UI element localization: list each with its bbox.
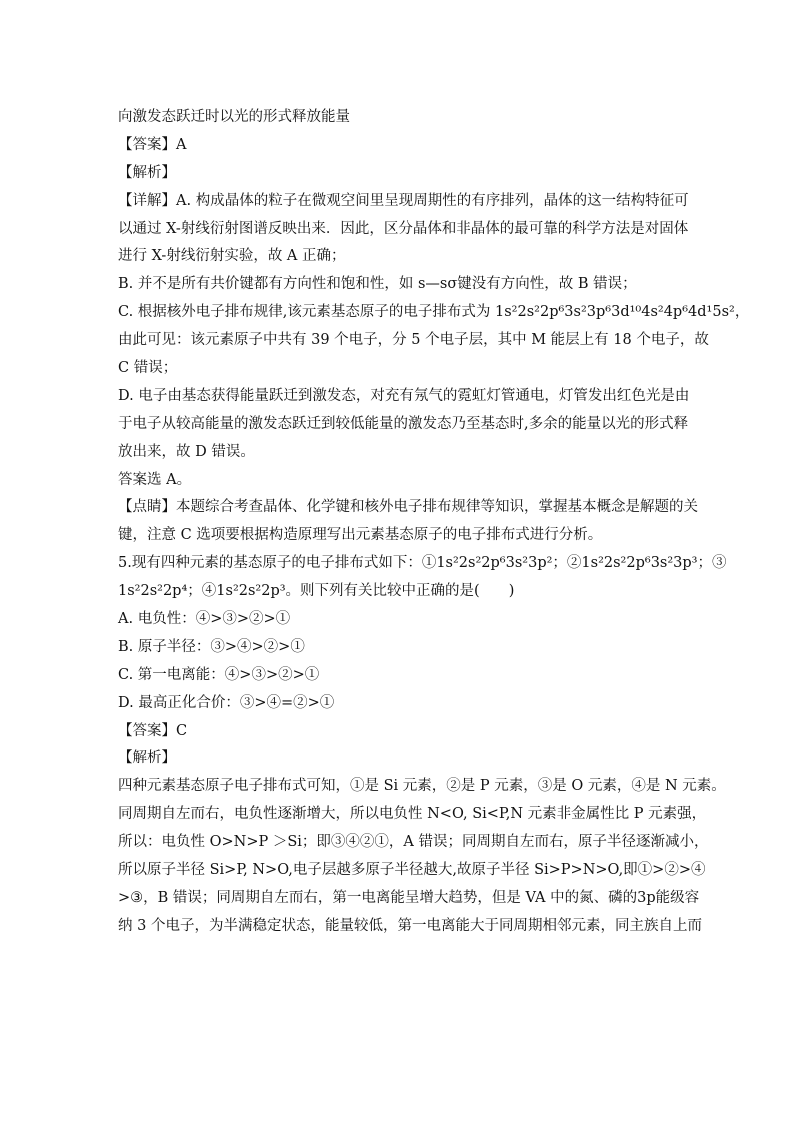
text-line: C 错误；: [118, 360, 178, 377]
text-line: B. 并不是所有共价键都有方向性和饱和性，如 s—sσ键没有方向性，故 B 错误；: [118, 276, 637, 293]
option-c: C. 第一电离能：④>③>②>①: [118, 666, 320, 683]
text-line: 【详解】A. 构成晶体的粒子在微观空间里呈现周期性的有序排列，晶体的这一结构特征可: [118, 192, 689, 209]
text-line: 四种元素基态原子电子排布式可知，①是 Si 元素，②是 P 元素，③是 O 元素，④是 N 元素。: [118, 778, 726, 795]
text-line: 进行 X-射线衍射实验，故 A 正确；: [118, 248, 346, 265]
text-line: 由此可见：该元素原子中共有 39 个电子，分 5 个电子层，其中 M 能层上有 18 个电子，故: [118, 332, 709, 349]
text-line: 向激发态跃迁时以光的形式释放能量: [118, 109, 350, 125]
text-line: C. 根据核外电子排布规律,该元素基态原子的电子排布式为 1s²2s²2p⁶3s²3p⁶3d¹⁰4s²4p⁶4d¹5s²，: [118, 304, 750, 321]
option-b: B. 原子半径：③>④>②>①: [118, 638, 305, 655]
text-line: 同周期自左而右，电负性逐渐增大，所以电负性 N<O, Si<P,N 元素非金属性比 P 元素强，: [118, 806, 707, 823]
text-line: 以通过 X-射线衍射图谱反映出来．因此，区分晶体和非晶体的最可靠的科学方法是对固体: [118, 220, 689, 237]
text-line: 答案选 A。: [118, 471, 192, 488]
text-line: 放出来，故 D 错误。: [118, 443, 255, 460]
text-line: 所以：电负性 O>N>P ＞Si；即③④②①，A 错误；同周期自左而右，原子半径逐渐减小，: [118, 834, 709, 851]
text-line: 所以原子半径 Si>P, N>O,电子层越多原子半径越大,故原子半径 Si>P>N>O,即①>②>④: [118, 862, 706, 879]
option-a: A. 电负性：④>③>②>①: [118, 611, 291, 628]
text-line: 纳 3 个电子，为半满稳定状态，能量较低，第一电离能大于同周期相邻元素，同主族自上而: [118, 917, 702, 934]
text-line: >③，B 错误；同周期自左而右，第一电离能呈增大趋势，但是 VA 中的氮、磷的3p能级容: [118, 889, 700, 906]
answer-line: 【答案】C: [118, 722, 188, 739]
answer-line: 【答案】A: [118, 136, 187, 153]
text-line: 键，注意 C 选项要根据构造原理写出元素基态原子的电子排布式进行分析。: [118, 527, 603, 544]
question-line: 5.现有四种元素的基态原子的电子排布式如下：①1s²2s²2p⁶3s²3p²；②1s²2s²2p⁶3s²3p³；③: [118, 555, 727, 572]
analysis-heading: 【解析】: [118, 164, 176, 181]
analysis-heading: 【解析】: [118, 750, 176, 767]
document-page: [118, 104, 750, 941]
question-line: 1s²2s²2p⁴；④1s²2s²2p³。则下列有关比较中正确的是( ): [118, 583, 515, 600]
text-line: 于电子从较高能量的激发态跃迁到较低能量的激发态乃至基态时,多余的能量以光的形式释: [118, 415, 689, 432]
text-line: 【点睛】本题综合考查晶体、化学键和核外电子排布规律等知识，掌握基本概念是解题的关: [118, 499, 698, 516]
option-d: D. 最高正化合价：③>④=②>①: [118, 694, 335, 711]
text-line: D. 电子由基态获得能量跃迁到激发态，对充有氖气的霓虹灯管通电，灯管发出红色光是由: [118, 387, 690, 404]
